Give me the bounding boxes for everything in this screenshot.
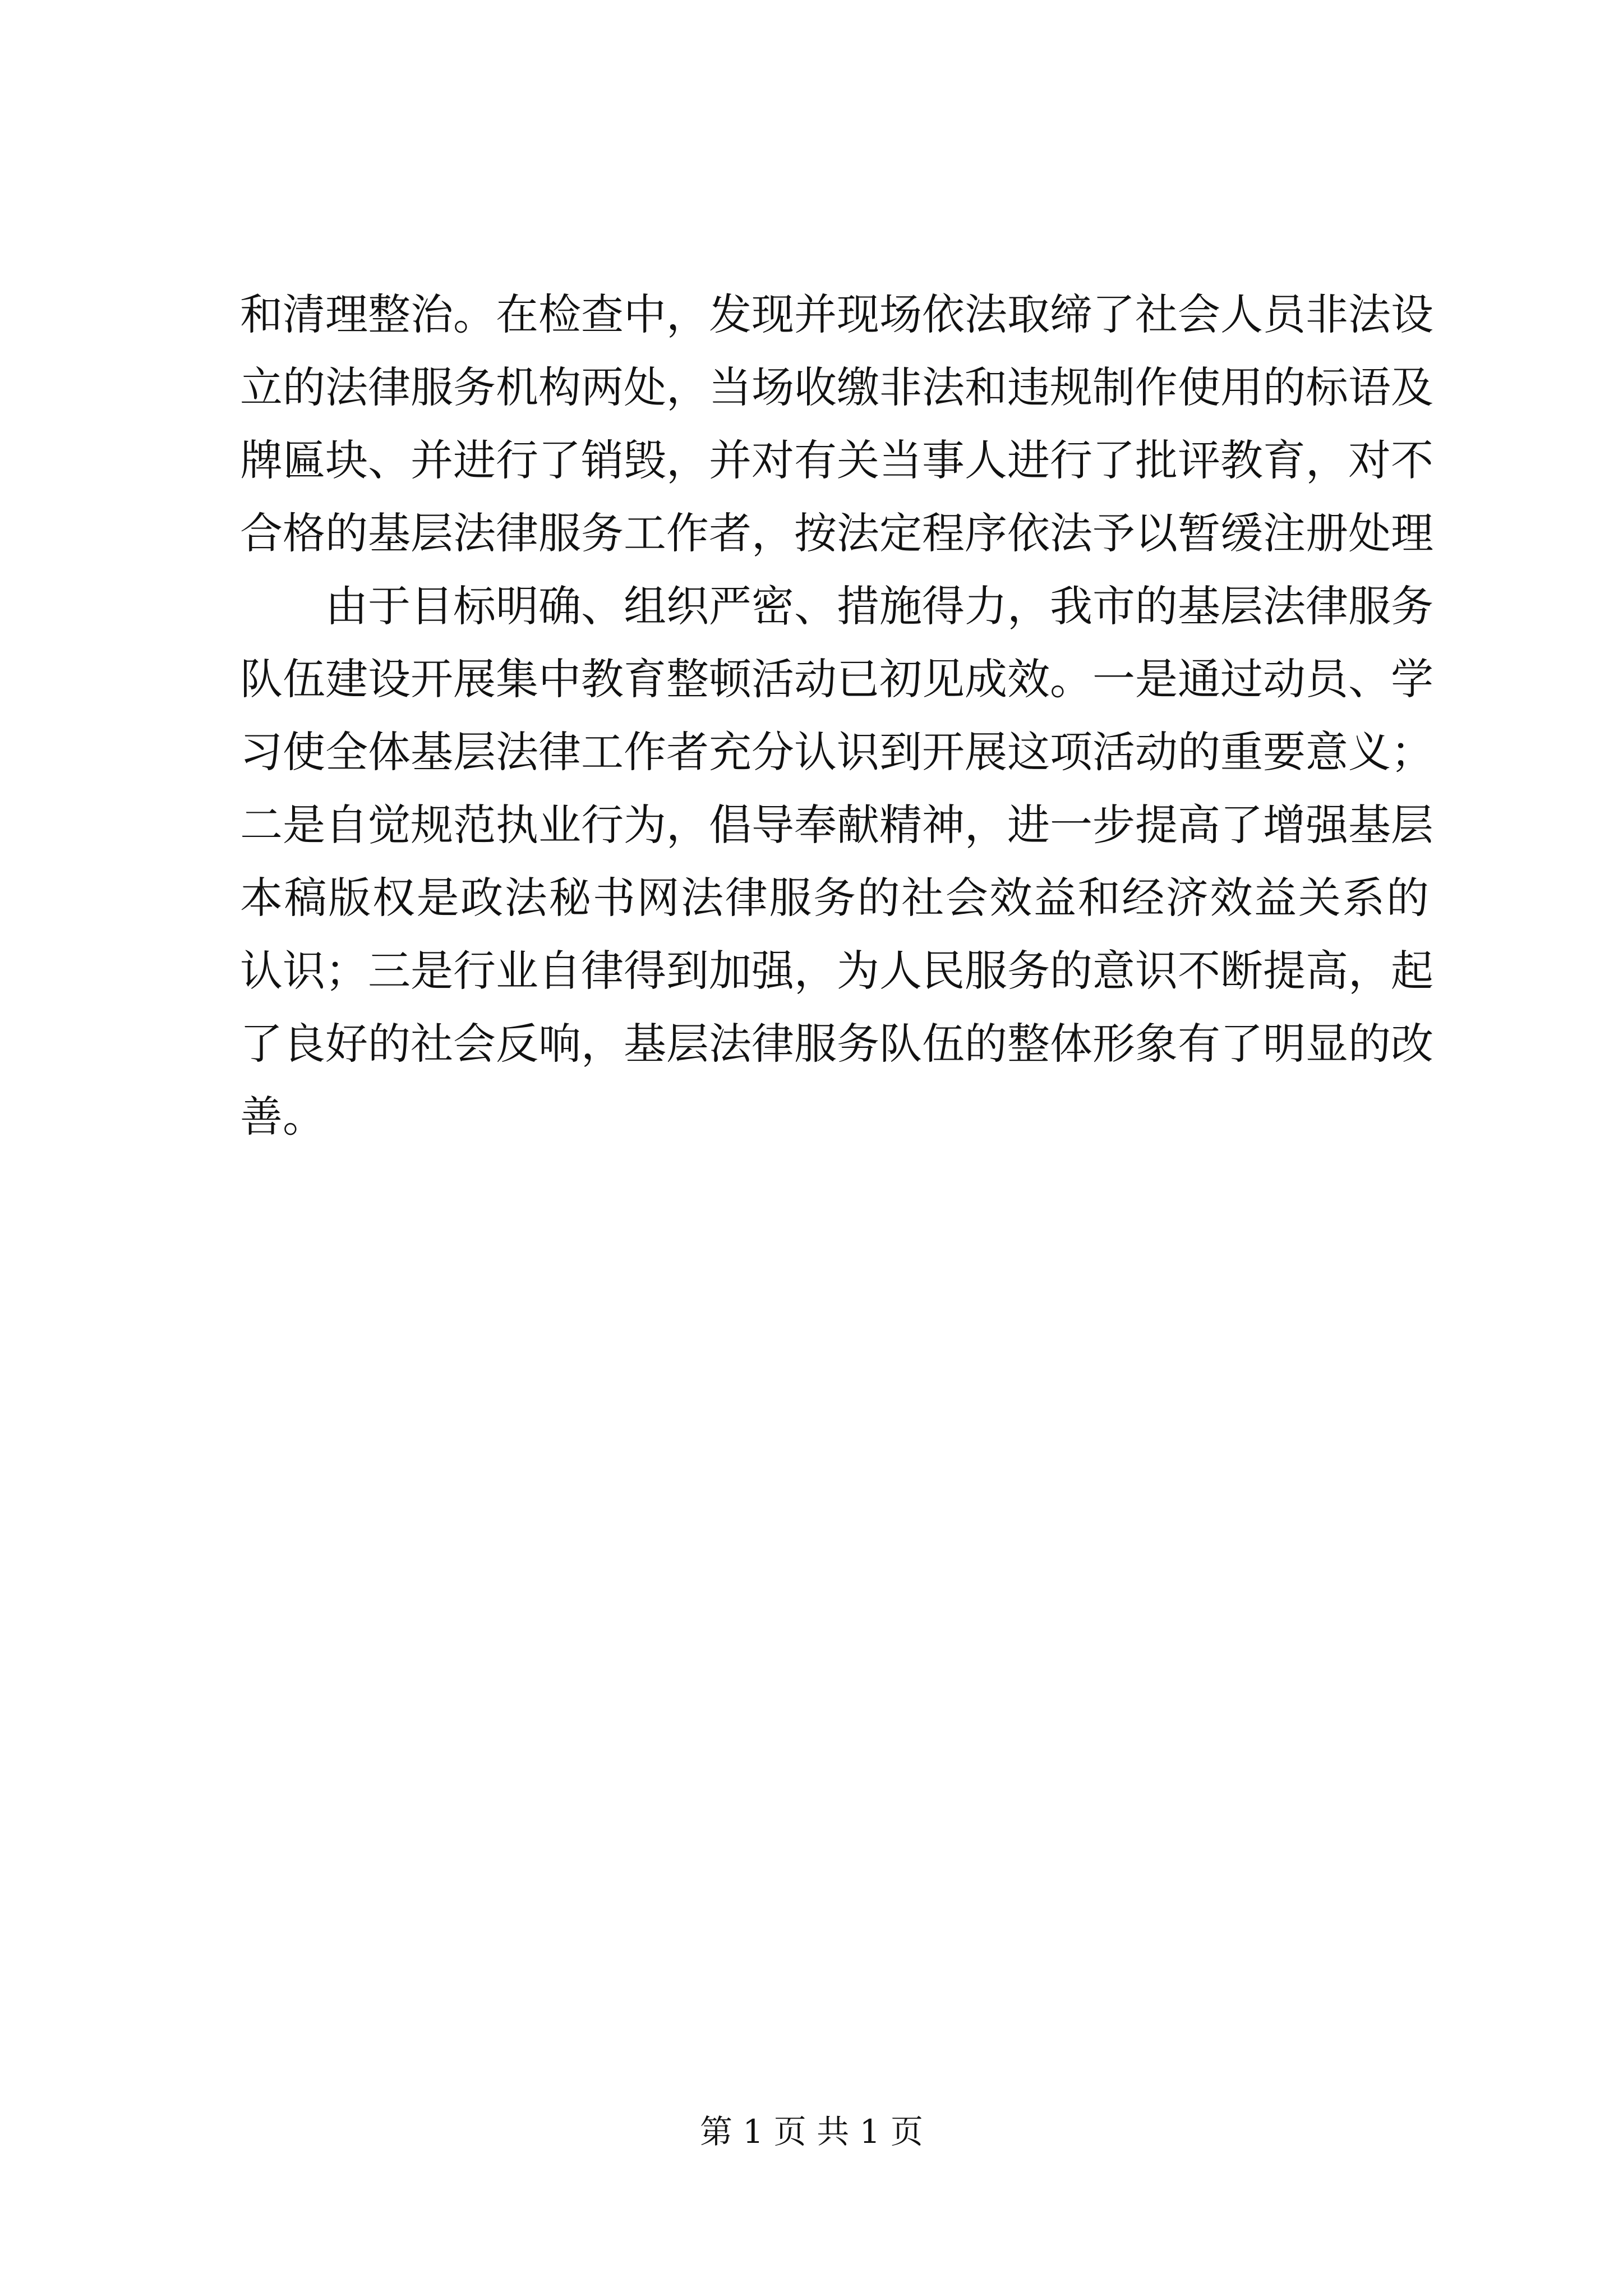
text-line: 队伍建设开展集中教育整顿活动已初见成效。一是通过动员、学	[240, 654, 1433, 704]
paragraph-first-line: 由于目标明确、组织严密、措施得力，我市的基层法律服务	[325, 581, 1433, 631]
text-line: 习使全体基层法律工作者充分认识到开展这项活动的重要意义；	[240, 727, 1433, 777]
text-line: 合格的基层法律服务工作者，按法定程序依法予以暂缓注册处理	[240, 508, 1433, 558]
document-body	[240, 278, 1433, 1153]
text-line: 立的法律服务机构两处，当场收缴非法和违规制作使用的标语及	[240, 362, 1433, 412]
paragraph-last-line: 善。	[240, 1092, 325, 1142]
text-line: 认识；三是行业自律得到加强，为人民服务的意识不断提高，起	[240, 946, 1433, 996]
text-line: 了良好的社会反响，基层法律服务队伍的整体形象有了明显的改	[240, 1019, 1433, 1069]
text-line: 本稿版权是政法秘书网法律服务的社会效益和经济效益关系的	[240, 873, 1429, 923]
text-line: 牌匾块、并进行了销毁，并对有关当事人进行了批评教育，对不	[240, 435, 1433, 485]
page-number-footer: 第 1 页 共 1 页	[700, 2113, 923, 2151]
text-line: 和清理整治。在检查中，发现并现场依法取缔了社会人员非法设	[240, 289, 1433, 339]
text-line: 二是自觉规范执业行为，倡导奉献精神，进一步提高了增强基层	[240, 800, 1433, 850]
